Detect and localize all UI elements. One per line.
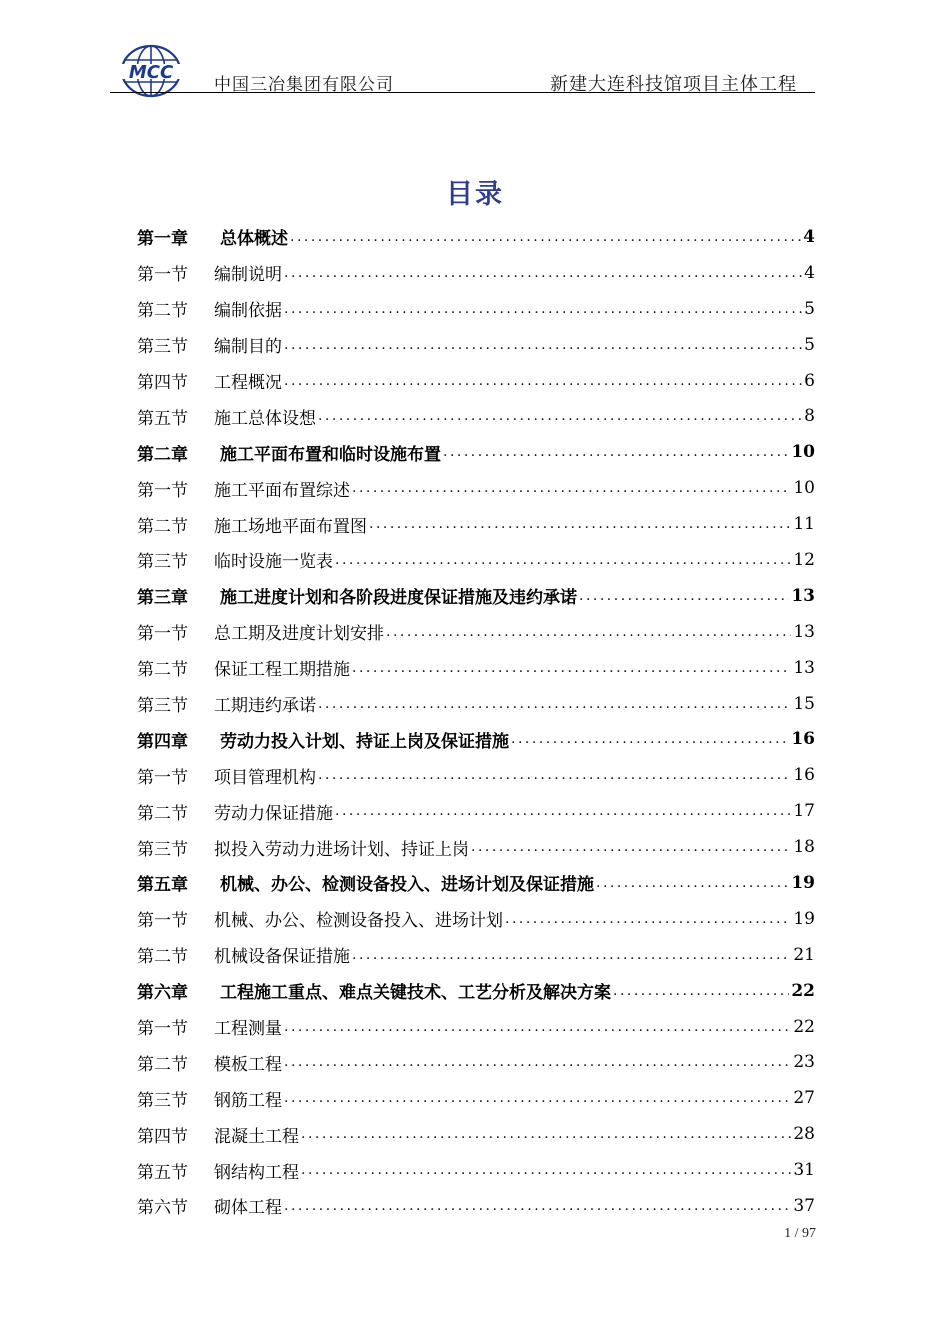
toc-entry-page: 17	[793, 801, 815, 822]
toc-leader-dots	[511, 731, 789, 747]
page-header	[110, 44, 815, 94]
logo-text: MCC	[128, 62, 174, 83]
toc-section-entry[interactable]	[137, 686, 815, 722]
toc-section-entry[interactable]	[137, 506, 815, 542]
toc-entry-page: 19	[791, 872, 815, 893]
toc-entry-page: 4	[803, 226, 815, 247]
toc-entry-number: 第三节	[137, 337, 188, 358]
toc-entry-number: 第二节	[137, 301, 188, 322]
toc-entry-number: 第四节	[137, 1126, 188, 1147]
toc-leader-dots	[352, 480, 791, 496]
toc-entry-page: 11	[793, 514, 815, 535]
toc-entry-title: 总体概述	[220, 229, 288, 250]
toc-entry-page: 21	[793, 944, 815, 965]
toc-entry-number: 第三章	[137, 588, 188, 609]
toc-entry-number: 第二节	[137, 660, 188, 681]
toc-leader-dots	[369, 516, 791, 532]
toc-section-entry[interactable]	[137, 937, 815, 973]
toc-entry-number: 第一节	[137, 624, 188, 645]
toc-leader-dots	[386, 624, 791, 640]
toc-entry-page: 22	[793, 1016, 815, 1037]
toc-entry-title: 拟投入劳动力进场计划、持证上岗	[214, 839, 469, 860]
toc-leader-dots	[284, 1090, 791, 1106]
toc-leader-dots	[318, 696, 791, 712]
toc-entry-number: 第二节	[137, 516, 188, 537]
toc-entry-page: 18	[793, 837, 815, 858]
toc-section-entry[interactable]	[137, 1188, 815, 1224]
toc-entry-title: 机械、办公、检测设备投入、进场计划及保证措施	[220, 875, 594, 896]
toc-leader-dots	[284, 265, 802, 281]
toc-section-entry[interactable]	[137, 757, 815, 793]
toc-entry-number: 第三节	[137, 1090, 188, 1111]
toc-entry-number: 第三节	[137, 552, 188, 573]
toc-leader-dots	[335, 803, 791, 819]
toc-entry-title: 施工进度计划和各阶段进度保证措施及违约承诺	[220, 588, 577, 609]
toc-entry-number: 第五章	[137, 875, 188, 896]
toc-entry-page: 27	[793, 1088, 815, 1109]
toc-leader-dots	[352, 947, 791, 963]
toc-leader-dots	[335, 552, 791, 568]
toc-section-entry[interactable]	[137, 327, 815, 363]
toc-section-entry[interactable]	[137, 291, 815, 327]
toc-leader-dots	[443, 444, 789, 460]
toc-leader-dots	[505, 911, 791, 927]
toc-entry-page: 15	[793, 693, 815, 714]
table-of-contents	[137, 219, 815, 1224]
toc-chapter-entry[interactable]	[137, 434, 815, 470]
toc-entry-page: 16	[791, 729, 815, 750]
toc-leader-dots	[290, 229, 801, 245]
toc-entry-page: 37	[793, 1195, 815, 1216]
toc-entry-number: 第二节	[137, 803, 188, 824]
toc-entry-number: 第一节	[137, 911, 188, 932]
toc-entry-page: 6	[804, 370, 815, 391]
toc-chapter-entry[interactable]	[137, 578, 815, 614]
toc-entry-page: 12	[793, 549, 815, 570]
toc-entry-page: 5	[804, 298, 815, 319]
toc-leader-dots	[284, 1198, 791, 1214]
toc-entry-number: 第一章	[137, 229, 188, 250]
toc-entry-title: 工程施工重点、难点关键技术、工艺分析及解决方案	[220, 983, 611, 1004]
toc-entry-title: 工程概况	[214, 373, 282, 393]
toc-leader-dots	[352, 660, 791, 676]
toc-entry-page: 13	[791, 585, 815, 606]
toc-entry-number: 第一节	[137, 767, 188, 788]
toc-entry-number: 第二节	[137, 1054, 188, 1075]
toc-entry-page: 10	[793, 478, 815, 499]
toc-entry-page: 4	[804, 262, 815, 283]
toc-title: 目录	[446, 179, 504, 210]
toc-entry-title: 钢筋工程	[214, 1090, 282, 1111]
toc-entry-number: 第一节	[137, 480, 188, 501]
toc-section-entry[interactable]	[137, 650, 815, 686]
toc-entry-title: 施工总体设想	[214, 408, 316, 429]
toc-entry-title: 劳动力投入计划、持证上岗及保证措施	[220, 731, 509, 752]
toc-section-entry[interactable]	[137, 793, 815, 829]
toc-leader-dots	[613, 983, 789, 999]
toc-section-entry[interactable]	[137, 1009, 815, 1045]
toc-leader-dots	[284, 301, 802, 317]
toc-leader-dots	[579, 588, 789, 604]
toc-section-entry[interactable]	[137, 829, 815, 865]
toc-leader-dots	[318, 408, 802, 424]
toc-entry-title: 临时设施一览表	[214, 552, 333, 573]
toc-entry-title: 机械、办公、检测设备投入、进场计划	[214, 911, 503, 932]
page-number: 1 / 97	[784, 1226, 816, 1241]
toc-section-entry[interactable]	[137, 255, 815, 291]
toc-entry-page: 13	[793, 621, 815, 642]
toc-entry-title: 劳动力保证措施	[214, 803, 333, 824]
toc-entry-title: 施工平面布置综述	[214, 480, 350, 501]
toc-entry-title: 工期违约承诺	[214, 696, 316, 717]
toc-entry-page: 13	[793, 657, 815, 678]
toc-entry-title: 模板工程	[214, 1054, 282, 1075]
toc-entry-page: 8	[804, 406, 815, 427]
toc-entry-title: 保证工程工期措施	[214, 660, 350, 681]
toc-entry-title: 施工平面布置和临时设施布置	[220, 444, 441, 465]
toc-chapter-entry[interactable]	[137, 973, 815, 1009]
mcc-logo	[110, 44, 192, 98]
company-name: 中国三冶集团有限公司	[214, 75, 394, 95]
toc-entry-title: 编制说明	[214, 265, 282, 286]
toc-entry-title: 编制目的	[214, 337, 282, 358]
toc-entry-title: 编制依据	[214, 301, 282, 322]
toc-entry-number: 第三节	[137, 839, 188, 860]
toc-section-entry[interactable]	[137, 363, 815, 399]
toc-leader-dots	[284, 1054, 791, 1070]
toc-section-entry[interactable]	[137, 398, 815, 434]
toc-entry-page: 23	[793, 1052, 815, 1073]
toc-entry-number: 第四节	[137, 373, 188, 393]
toc-entry-number: 第三节	[137, 696, 188, 717]
toc-leader-dots	[471, 839, 791, 855]
toc-entry-number: 第一节	[137, 1019, 188, 1040]
toc-section-entry[interactable]	[137, 1116, 815, 1152]
toc-entry-number: 第二节	[137, 947, 188, 968]
header-divider	[110, 92, 815, 93]
toc-chapter-entry[interactable]	[137, 721, 815, 757]
toc-chapter-entry[interactable]	[137, 219, 815, 255]
toc-entry-title: 钢结构工程	[214, 1162, 299, 1183]
toc-leader-dots	[284, 373, 802, 389]
toc-entry-page: 28	[793, 1124, 815, 1145]
toc-entry-title: 工程测量	[214, 1019, 282, 1040]
toc-entry-page: 10	[791, 442, 815, 463]
toc-section-entry[interactable]	[137, 542, 815, 578]
toc-entry-number: 第六节	[137, 1198, 188, 1219]
toc-entry-title: 施工场地平面布置图	[214, 516, 367, 537]
toc-section-entry[interactable]	[137, 614, 815, 650]
toc-entry-title: 总工期及进度计划安排	[214, 624, 384, 645]
toc-entry-page: 16	[793, 765, 815, 786]
toc-entry-number: 第五节	[137, 1162, 188, 1183]
toc-entry-number: 第六章	[137, 983, 188, 1004]
toc-chapter-entry[interactable]	[137, 865, 815, 901]
toc-entry-page: 31	[793, 1160, 815, 1181]
toc-leader-dots	[596, 875, 789, 891]
toc-entry-number: 第五节	[137, 408, 188, 429]
toc-entry-page: 5	[804, 334, 815, 355]
toc-section-entry[interactable]	[137, 470, 815, 506]
toc-entry-number: 第一节	[137, 265, 188, 286]
toc-entry-page: 19	[793, 908, 815, 929]
toc-entry-number: 第二章	[137, 444, 188, 465]
toc-entry-title: 项目管理机构	[214, 767, 316, 788]
toc-leader-dots	[284, 337, 802, 353]
toc-leader-dots	[318, 767, 791, 783]
toc-leader-dots	[301, 1162, 791, 1178]
toc-section-entry[interactable]	[137, 901, 815, 937]
toc-section-entry[interactable]	[137, 1044, 815, 1080]
toc-entry-title: 机械设备保证措施	[214, 947, 350, 968]
toc-leader-dots	[284, 1019, 791, 1035]
toc-section-entry[interactable]	[137, 1080, 815, 1116]
toc-leader-dots	[301, 1126, 791, 1142]
project-name: 新建大连科技馆项目主体工程	[550, 74, 797, 95]
toc-entry-page: 22	[791, 980, 815, 1001]
toc-entry-title: 砌体工程	[214, 1198, 282, 1219]
toc-section-entry[interactable]	[137, 1152, 815, 1188]
toc-entry-number: 第四章	[137, 731, 188, 752]
toc-entry-title: 混凝土工程	[214, 1126, 299, 1147]
